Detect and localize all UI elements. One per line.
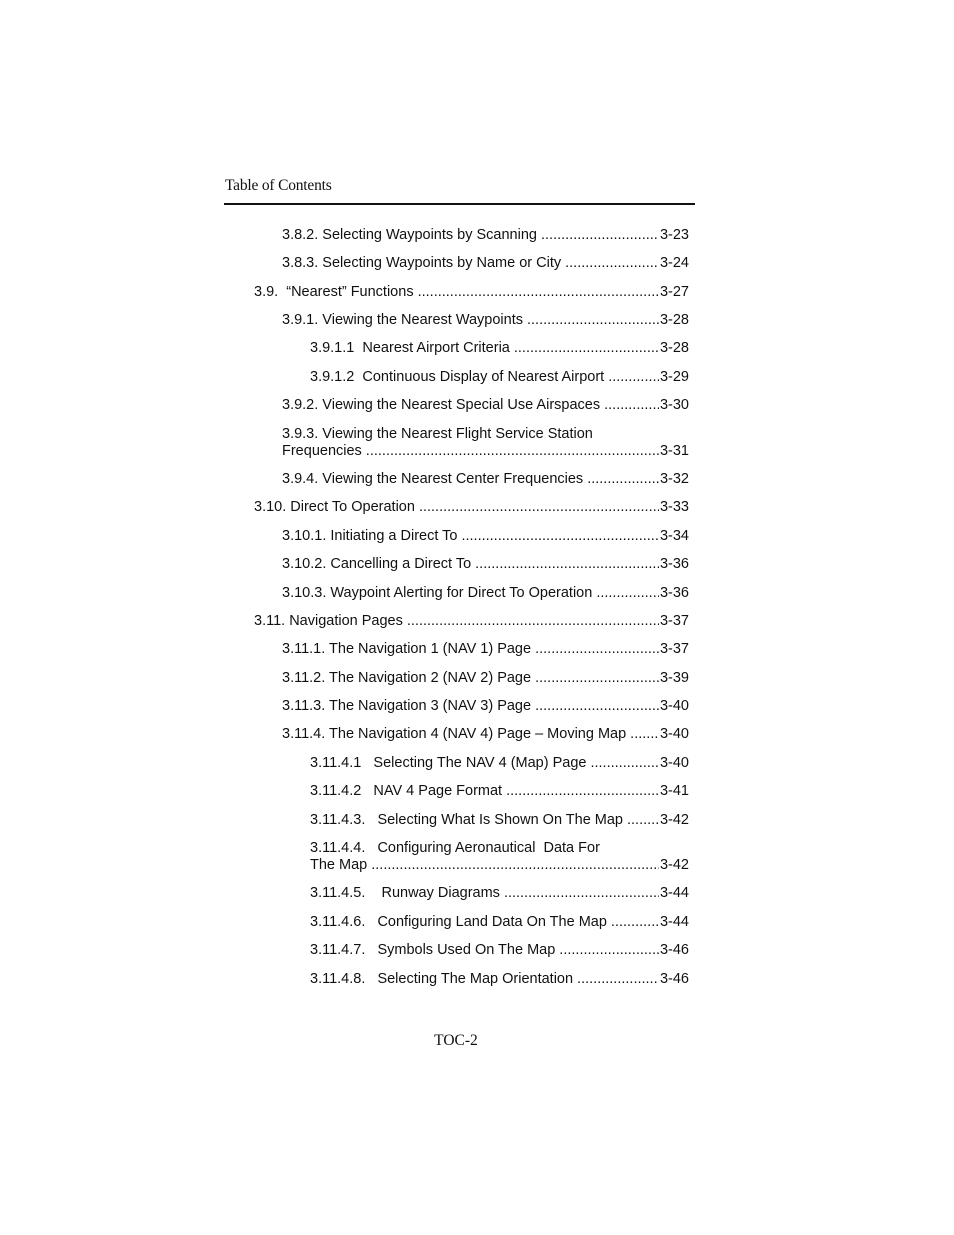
- toc-entry[interactable]: [282, 698, 689, 715]
- leader-dots: [418, 284, 659, 301]
- leader-dots: [366, 443, 659, 460]
- toc-entry[interactable]: [310, 942, 689, 959]
- toc-entry-page: 3-39: [659, 670, 689, 686]
- toc-entry-page: 3-44: [659, 885, 689, 901]
- header-title: Table of Contents: [225, 177, 332, 194]
- toc-entry-label: 3.9.1.2 Continuous Display of Nearest Airport: [310, 369, 605, 385]
- leader-dots: [535, 698, 659, 715]
- leader-dots: [506, 783, 659, 800]
- toc-entry-page: 3-40: [659, 726, 689, 742]
- toc-entry-page: 3-42: [659, 857, 689, 873]
- toc-entry-page: 3-27: [659, 284, 689, 300]
- toc-entry[interactable]: [310, 755, 689, 772]
- toc-entry-page: 3-24: [659, 255, 689, 271]
- toc-entry-label: 3.10.1. Initiating a Direct To: [282, 528, 458, 544]
- leader-dots: [630, 726, 659, 743]
- toc-entry-label: 3.8.2. Selecting Waypoints by Scanning: [282, 227, 537, 243]
- toc-entry-label: 3.11.4.1 Selecting The NAV 4 (Map) Page: [310, 755, 587, 771]
- leader-dots: [596, 585, 659, 602]
- leader-dots: [461, 528, 659, 545]
- toc-entry-label: 3.11.4. The Navigation 4 (NAV 4) Page – Moving Map: [282, 726, 627, 742]
- toc-entry[interactable]: [254, 499, 689, 516]
- toc-entry-page: 3-33: [659, 499, 689, 515]
- toc-entry-label: 3.11.1. The Navigation 1 (NAV 1) Page: [282, 641, 532, 657]
- leader-dots: [514, 340, 659, 357]
- toc-entry-page: 3-29: [659, 369, 689, 385]
- toc-entry-label: 3.9.3. Viewing the Nearest Flight Service Station: [282, 426, 593, 442]
- leader-dots: [371, 857, 659, 874]
- leader-dots: [565, 255, 659, 272]
- page-number: TOC-2: [434, 1032, 478, 1049]
- toc-entry[interactable]: [310, 914, 689, 931]
- toc-entry-page: 3-40: [659, 755, 689, 771]
- toc-entry-page: 3-46: [659, 971, 689, 987]
- toc-entry[interactable]: [282, 556, 689, 573]
- toc-entry[interactable]: [310, 885, 689, 902]
- toc-entry-label: 3.11.2. The Navigation 2 (NAV 2) Page: [282, 670, 532, 686]
- leader-dots: [590, 755, 659, 772]
- toc-entry-label: 3.11.4.3. Selecting What Is Shown On The Map: [310, 812, 623, 828]
- toc-entry[interactable]: [310, 812, 689, 829]
- toc-entry-label: 3.9.2. Viewing the Nearest Special Use Airspaces: [282, 397, 601, 413]
- toc-entry-label-continued: Frequencies: [282, 443, 362, 459]
- leader-dots: [419, 499, 659, 516]
- toc-entry[interactable]: [310, 369, 689, 386]
- toc-entry-label: 3.11.4.8. Selecting The Map Orientation: [310, 971, 574, 987]
- toc-entry-label: 3.9.1.1 Nearest Airport Criteria: [310, 340, 510, 356]
- leader-dots: [535, 670, 659, 687]
- toc-entry[interactable]: [310, 971, 689, 988]
- toc-entry-label: 3.11.4.6. Configuring Land Data On The Map: [310, 914, 607, 930]
- toc-entry-page: 3-23: [659, 227, 689, 243]
- leader-dots: [535, 641, 659, 658]
- toc-entry[interactable]: [282, 255, 689, 272]
- toc-entry-page: 3-44: [659, 914, 689, 930]
- toc-entry-page: 3-32: [659, 471, 689, 487]
- toc-entry[interactable]: [282, 726, 689, 743]
- toc-entry[interactable]: [282, 670, 689, 687]
- toc-entry-label: 3.11. Navigation Pages: [254, 613, 403, 629]
- toc-entry-label: 3.11.4.7. Symbols Used On The Map: [310, 942, 556, 958]
- toc-entry-page: 3-46: [659, 942, 689, 958]
- leader-dots: [587, 471, 659, 488]
- toc-entry-page: 3-41: [659, 783, 689, 799]
- toc-entry-label-continued: The Map: [310, 857, 368, 873]
- toc-entry-page: 3-36: [659, 585, 689, 601]
- toc-entry-page: 3-37: [659, 613, 689, 629]
- toc-entry-page: 3-28: [659, 340, 689, 356]
- leader-dots: [559, 942, 659, 959]
- toc-entry-page: 3-42: [659, 812, 689, 828]
- toc-entry-page: 3-30: [659, 397, 689, 413]
- toc-entry-label: 3.11.3. The Navigation 3 (NAV 3) Page: [282, 698, 532, 714]
- toc-entry-page: 3-37: [659, 641, 689, 657]
- toc-entry-label: 3.10.3. Waypoint Alerting for Direct To Operation: [282, 585, 593, 601]
- toc-entry-page: 3-36: [659, 556, 689, 572]
- toc-entry-label: 3.9.4. Viewing the Nearest Center Frequencies: [282, 471, 584, 487]
- toc-entry[interactable]: [282, 397, 689, 414]
- leader-dots: [577, 971, 659, 988]
- leader-dots: [608, 369, 659, 386]
- toc-entry-page: 3-40: [659, 698, 689, 714]
- toc-entry-page: 3-31: [659, 443, 689, 459]
- leader-dots: [627, 812, 659, 829]
- toc-entry[interactable]: [282, 641, 689, 658]
- toc-entry[interactable]: [310, 783, 689, 800]
- leader-dots: [475, 556, 659, 573]
- leader-dots: [541, 227, 659, 244]
- toc-entry[interactable]: [254, 284, 689, 301]
- leader-dots: [407, 613, 659, 630]
- toc-entry-label: 3.10.2. Cancelling a Direct To: [282, 556, 472, 572]
- toc-entry[interactable]: [282, 471, 689, 488]
- toc-entry[interactable]: [282, 585, 689, 602]
- leader-dots: [611, 914, 659, 931]
- toc-entry[interactable]: [282, 528, 689, 545]
- toc-entry-label: 3.11.4.4. Configuring Aeronautical Data For: [310, 840, 600, 856]
- toc-entry-label: 3.11.4.5. Runway Diagrams: [310, 885, 500, 901]
- toc-entry-label: 3.8.3. Selecting Waypoints by Name or City: [282, 255, 562, 271]
- toc-entry[interactable]: [254, 613, 689, 630]
- toc-entry-page: 3-34: [659, 528, 689, 544]
- toc-entry-page: 3-28: [659, 312, 689, 328]
- toc-entry-label: 3.10. Direct To Operation: [254, 499, 415, 515]
- toc-entry-label: 3.9.1. Viewing the Nearest Waypoints: [282, 312, 523, 328]
- toc-entry-label: 3.9. “Nearest” Functions: [254, 284, 414, 300]
- toc-entry[interactable]: [282, 312, 689, 329]
- toc-entry[interactable]: [310, 340, 689, 357]
- leader-dots: [527, 312, 659, 329]
- toc-entry[interactable]: [282, 426, 689, 460]
- leader-dots: [504, 885, 659, 902]
- toc-entry[interactable]: [310, 840, 689, 874]
- toc-entry[interactable]: [282, 227, 689, 244]
- toc-entry-label: 3.11.4.2 NAV 4 Page Format: [310, 783, 503, 799]
- leader-dots: [604, 397, 659, 414]
